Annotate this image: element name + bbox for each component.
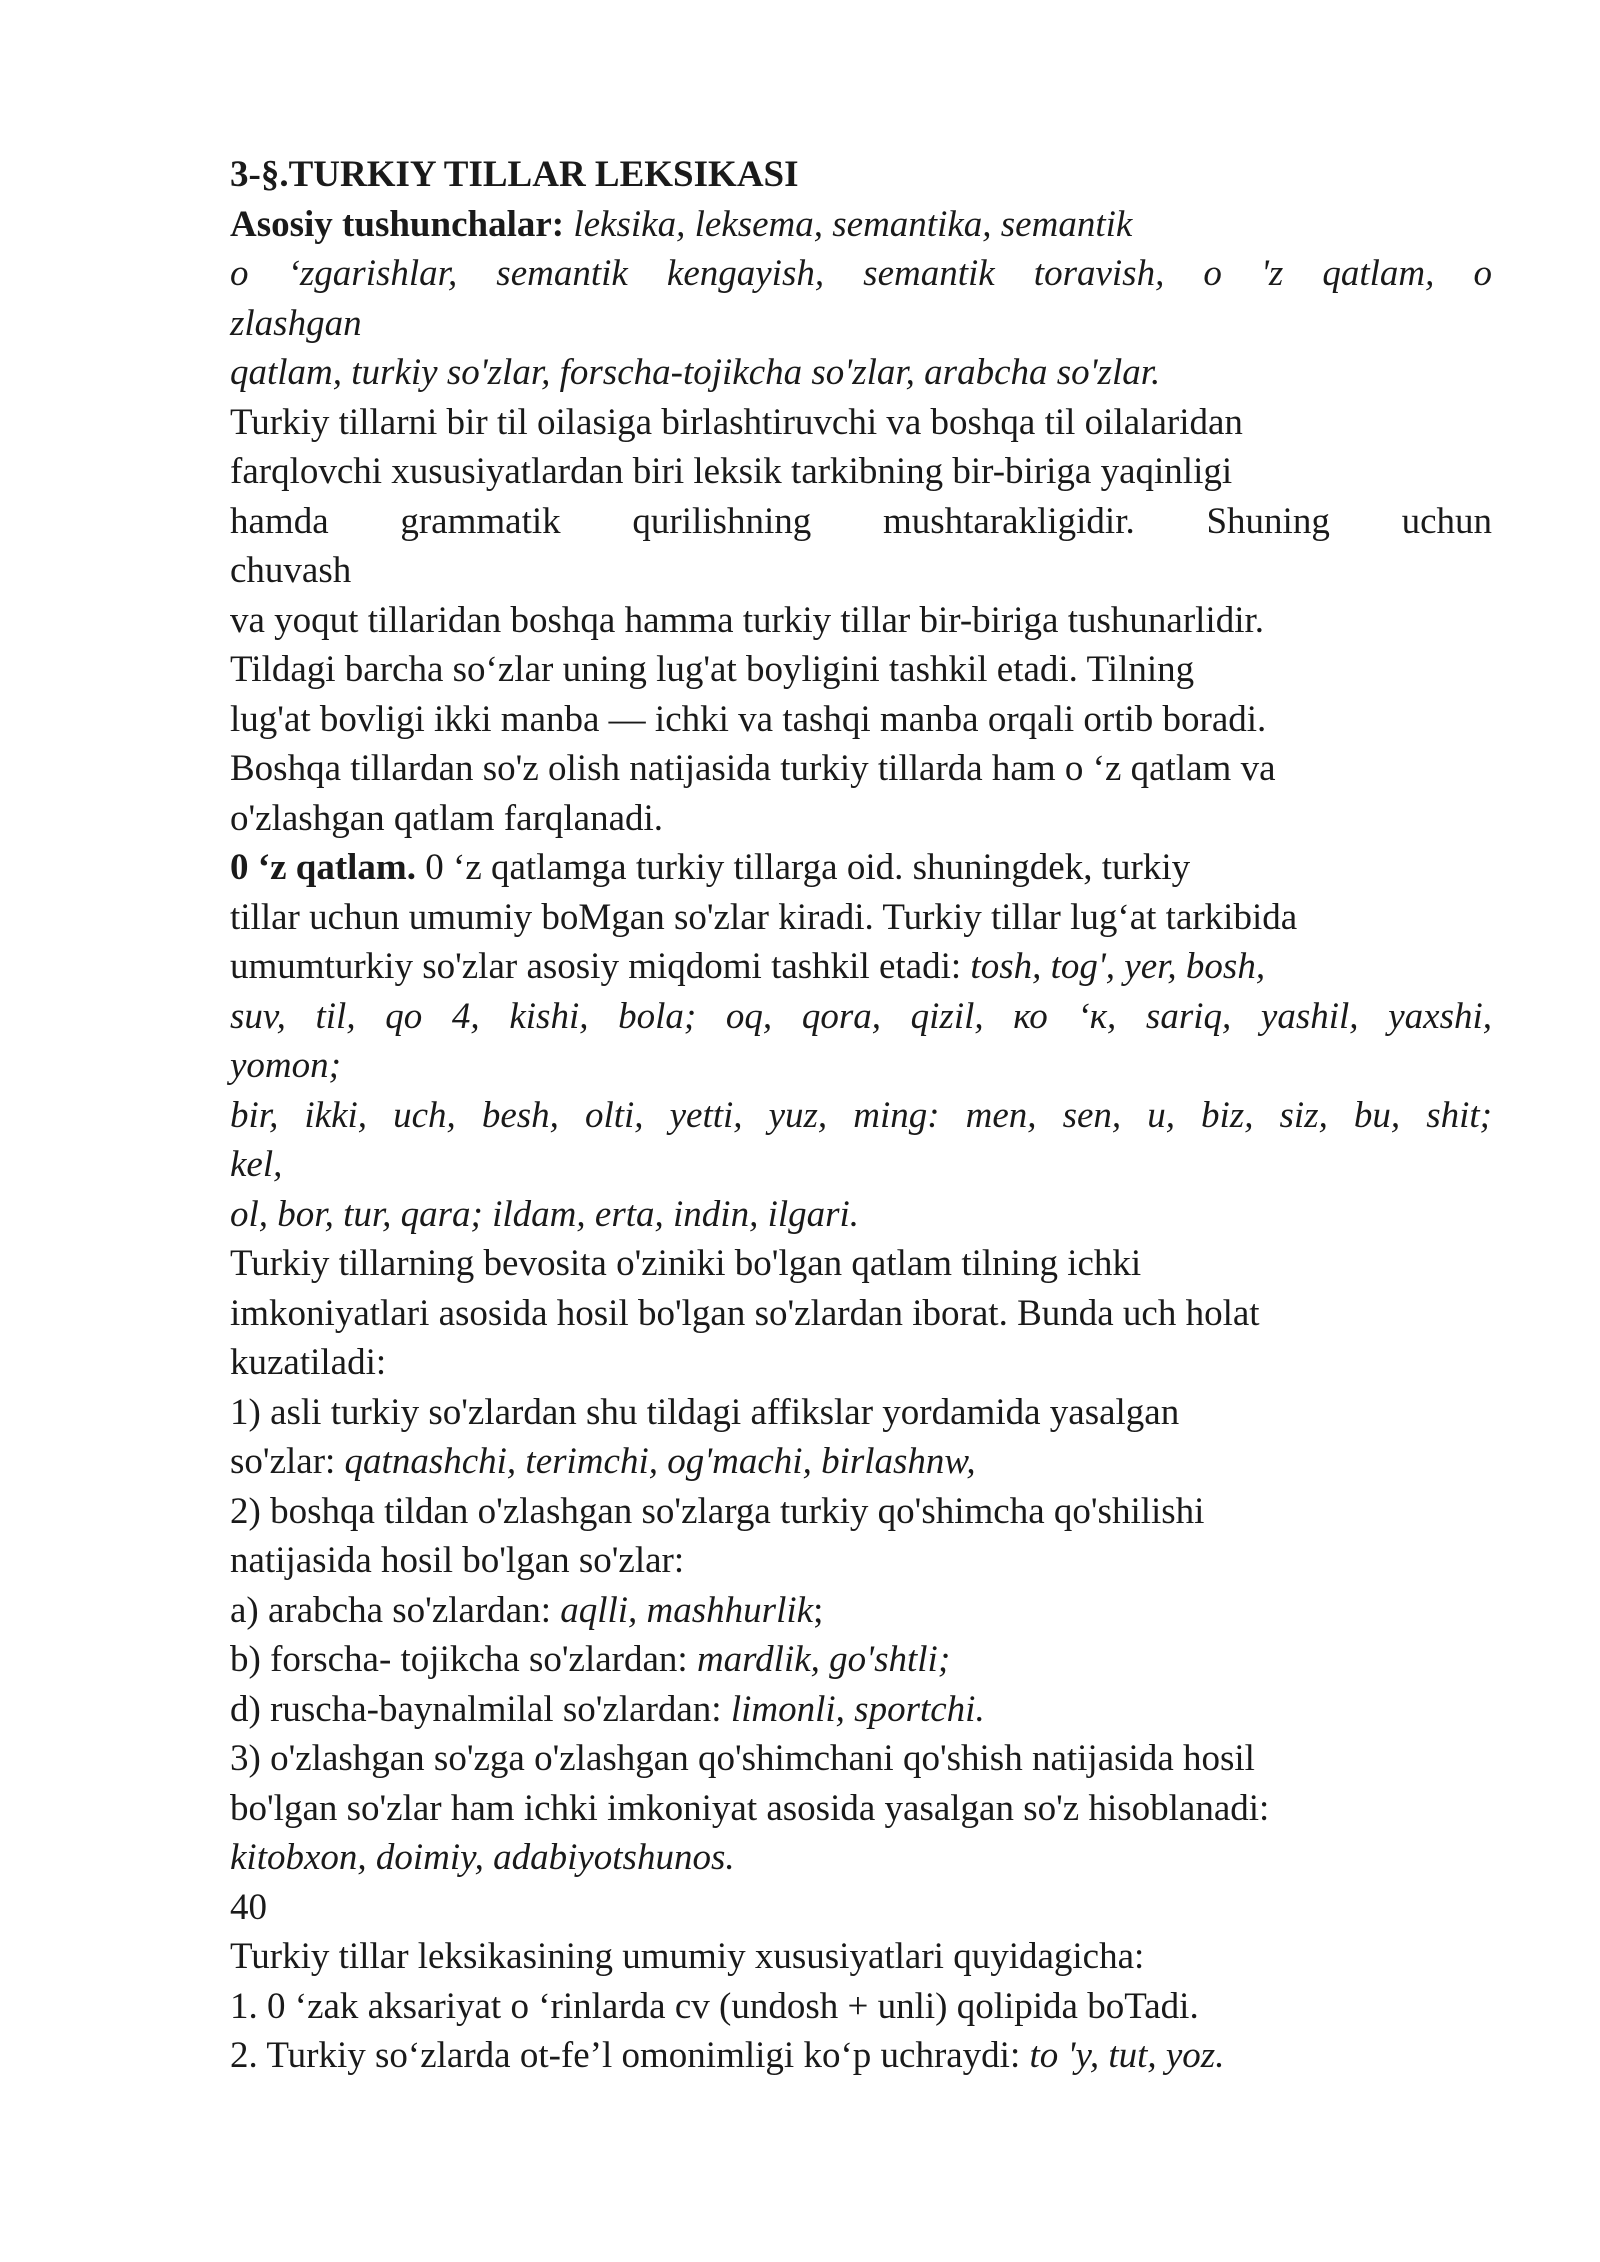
oz-qatlam-label: 0 ‘z qatlam. [230,847,416,888]
list-item-text: d) ruscha-baynalmilal so'zlardan: [230,1688,731,1730]
example-words: aqlli, mashhurlik [560,1589,814,1631]
list-item: 3) o'zlashgan so'zga o'zlashgan qo'shimchani qo'shish natijasida hosil [230,1738,1255,1779]
section-heading: 3-§.TURKIY TILLAR LEKSIKASI [230,154,799,195]
list-item [230,1437,1492,1487]
paragraph-line: chuvash [230,550,352,591]
paragraph-line: Turkiy tillarning bevosita o'ziniki bo'lgan qatlam tilning ichki [230,1243,1142,1284]
example-words: limonli, sportchi. [730,1688,985,1730]
sub-list-item [230,1586,1492,1636]
example-words: mardlik, go'shtli; [696,1639,951,1680]
example-words: qatnashchi, terimchi, og'machi, birlashnw, [344,1441,976,1482]
paragraph-line: Boshqa tillardan so'z olish natijasida turkiy tillarda ham o ‘z qatlam va [230,748,1276,789]
document-page [230,150,1492,2081]
page-number: 40 [230,1886,267,1928]
paragraph-line: hamda grammatik qurilishning mushtarakligidir. Shuning uchun [230,500,1492,542]
example-words: bir, ikki, uch, besh, olti, yetti, yuz, ming: men, sen, u, biz, siz, bu, shit; [230,1094,1492,1136]
paragraph-line: o'zlashgan qatlam farqlanadi. [230,797,664,839]
list-item: bo'lgan so'zlar ham ichki imkoniyat asosida yasalgan so'z hisoblanadi: [230,1787,1270,1829]
example-words: kitobxon, doimiy, adabiyotshunos. [230,1837,735,1878]
sub-list-item [230,1635,1492,1685]
list-item: 1. 0 ‘zak aksariyat o ‘rinlarda cv (undosh + unli) qolipida boTadi. [230,1985,1199,2027]
paragraph-line: Turkiy tillarni bir til oilasiga birlashtiruvchi va boshqa til oilalaridan [230,401,1243,443]
key-concepts-line [230,200,1492,250]
example-words: suv, til, qo 4, kishi, bola; oq, qora, qizil, ко ‘к, sariq, yashil, yaxshi, [230,995,1492,1037]
list-item-text: ; [813,1589,824,1631]
oz-qatlam-line [230,843,1492,893]
example-words: kel, [230,1144,283,1185]
paragraph-line: Turkiy tillar leksikasining umumiy xususiyatlari quyidagicha: [230,1936,1145,1977]
paragraph-text: 0 ‘z qatlamga turkiy tillarga oid. shuningdek, turkiy [425,847,1191,888]
list-item-text: 2. Turkiy so‘zlarda ot-fe’l omonimligi ko‘p uchraydi: [230,2035,1030,2076]
key-concepts-terms: o ‘zgarishlar, semantik kengayish, semantik toravish, o 'z qatlam, o [230,253,1492,294]
paragraph-line: tillar uchun umumiy boMgan so'zlar kiradi. Turkiy tillar lug‘at tarkibida [230,896,1298,938]
paragraph-line: imkoniyatlari asosida hosil bo'lgan so'zlardan iborat. Bunda uch holat [230,1292,1260,1334]
paragraph-line [230,942,1492,992]
paragraph-line: farqlovchi xususiyatlardan biri leksik tarkibning bir-biriga yaqinligi [230,451,1233,492]
key-concepts-terms: zlashgan [230,302,362,344]
list-item-text: b) forscha- tojikcha so'zlardan: [230,1639,697,1680]
example-words: ol, bor, tur, qara; ildam, erta, indin, ilgari. [230,1193,860,1235]
sub-list-item [230,1685,1492,1735]
example-words: tosh, tog', yer, bosh, [970,946,1266,987]
example-words: to 'y, tut, yoz. [1029,2035,1225,2076]
paragraph-line: lug'at bovligi ikki manba — ichki va tashqi manba orqali ortib boradi. [230,698,1267,740]
paragraph-line: Tildagi barcha so‘zlar uning lug'at boyligini tashkil etadi. Tilning [230,649,1195,690]
list-item: natijasida hosil bo'lgan so'zlar: [230,1540,685,1581]
key-concepts-label: Asosiy tushunchalar: [230,203,565,245]
paragraph-line: kuzatiladi: [230,1342,387,1383]
key-concepts-terms: qatlam, turkiy so'zlar, forscha-tojikcha so'zlar, arabcha so'zlar. [230,352,1161,393]
paragraph-line: va yoqut tillaridan boshqa hamma turkiy tillar bir-biriga tushunarlidir. [230,599,1265,641]
paragraph-text: umumturkiy so'zlar asosiy miqdomi tashkil etadi: [230,946,971,987]
list-item-text: a) arabcha so'zlardan: [230,1589,561,1631]
list-item [230,2031,1492,2081]
key-concepts-terms: leksika, leksema, semantika, semantik [573,203,1133,245]
list-item: 1) asli turkiy so'zlardan shu tildagi affikslar yordamida yasalgan [230,1391,1180,1433]
example-words: yomon; [230,1045,341,1086]
list-item-text: so'zlar: [230,1441,345,1482]
list-item: 2) boshqa tildan o'zlashgan so'zlarga turkiy qo'shimcha qo'shilishi [230,1490,1205,1532]
